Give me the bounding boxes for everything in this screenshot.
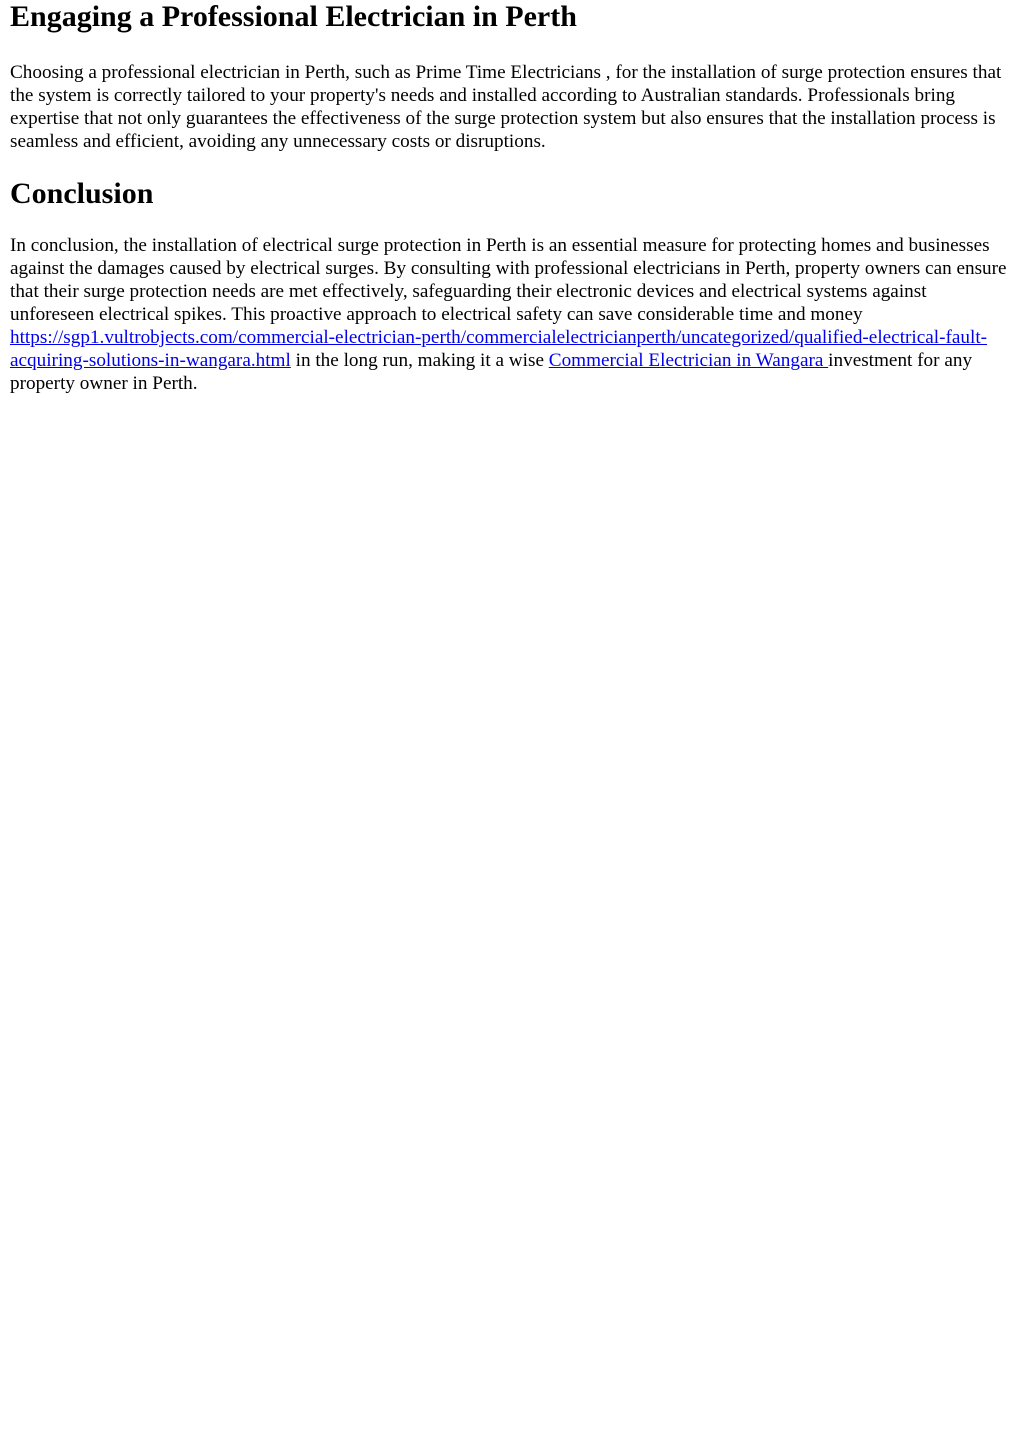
paragraph-engaging-electrician: Choosing a professional electrician in Perth, such as Prime Time Electricians , for the installation of surge protection ensures that the system is correctly tailored to your property's needs and installed according to Australian standards. Professionals bring expertise that not only guarantees the effectiveness of the surge protection system but also ensures that the installation process is seamless and efficient, avoiding any unnecessary costs or disruptions. [10,62,1002,152]
vultr-objects-link[interactable]: https://sgp1.vultrobjects.com/commercial-electrician-perth/commercialelectricianperth/uncategorized/qualified-electrical-fault-acquiring-solutions-in-wangara.html [10,327,988,371]
conclusion-text-part-1: In conclusion, the installation of electrical surge protection in Perth is an essential measure for protecting homes and businesses against the damages caused by electrical surges. By consulting with professional electricians in Perth, property owners can ensure that their surge protection needs are met effectively, safeguarding their electronic devices and electrical systems against unforeseen electrical spikes. This proactive approach to electrical safety can save considerable time and money [10,235,1007,325]
paragraph-conclusion [10,234,1014,395]
document-page [0,0,1024,395]
section-heading-conclusion: Conclusion [10,177,154,210]
conclusion-text-part-2: in the long run, making it a wise [290,350,549,371]
section-heading-engaging-electrician: Engaging a Professional Electrician in Perth [10,0,577,33]
conclusion-text-part-3: investment for any property owner in Perth. [10,350,973,394]
commercial-electrician-wangara-link[interactable]: Commercial Electrician in Wangara [548,350,829,371]
